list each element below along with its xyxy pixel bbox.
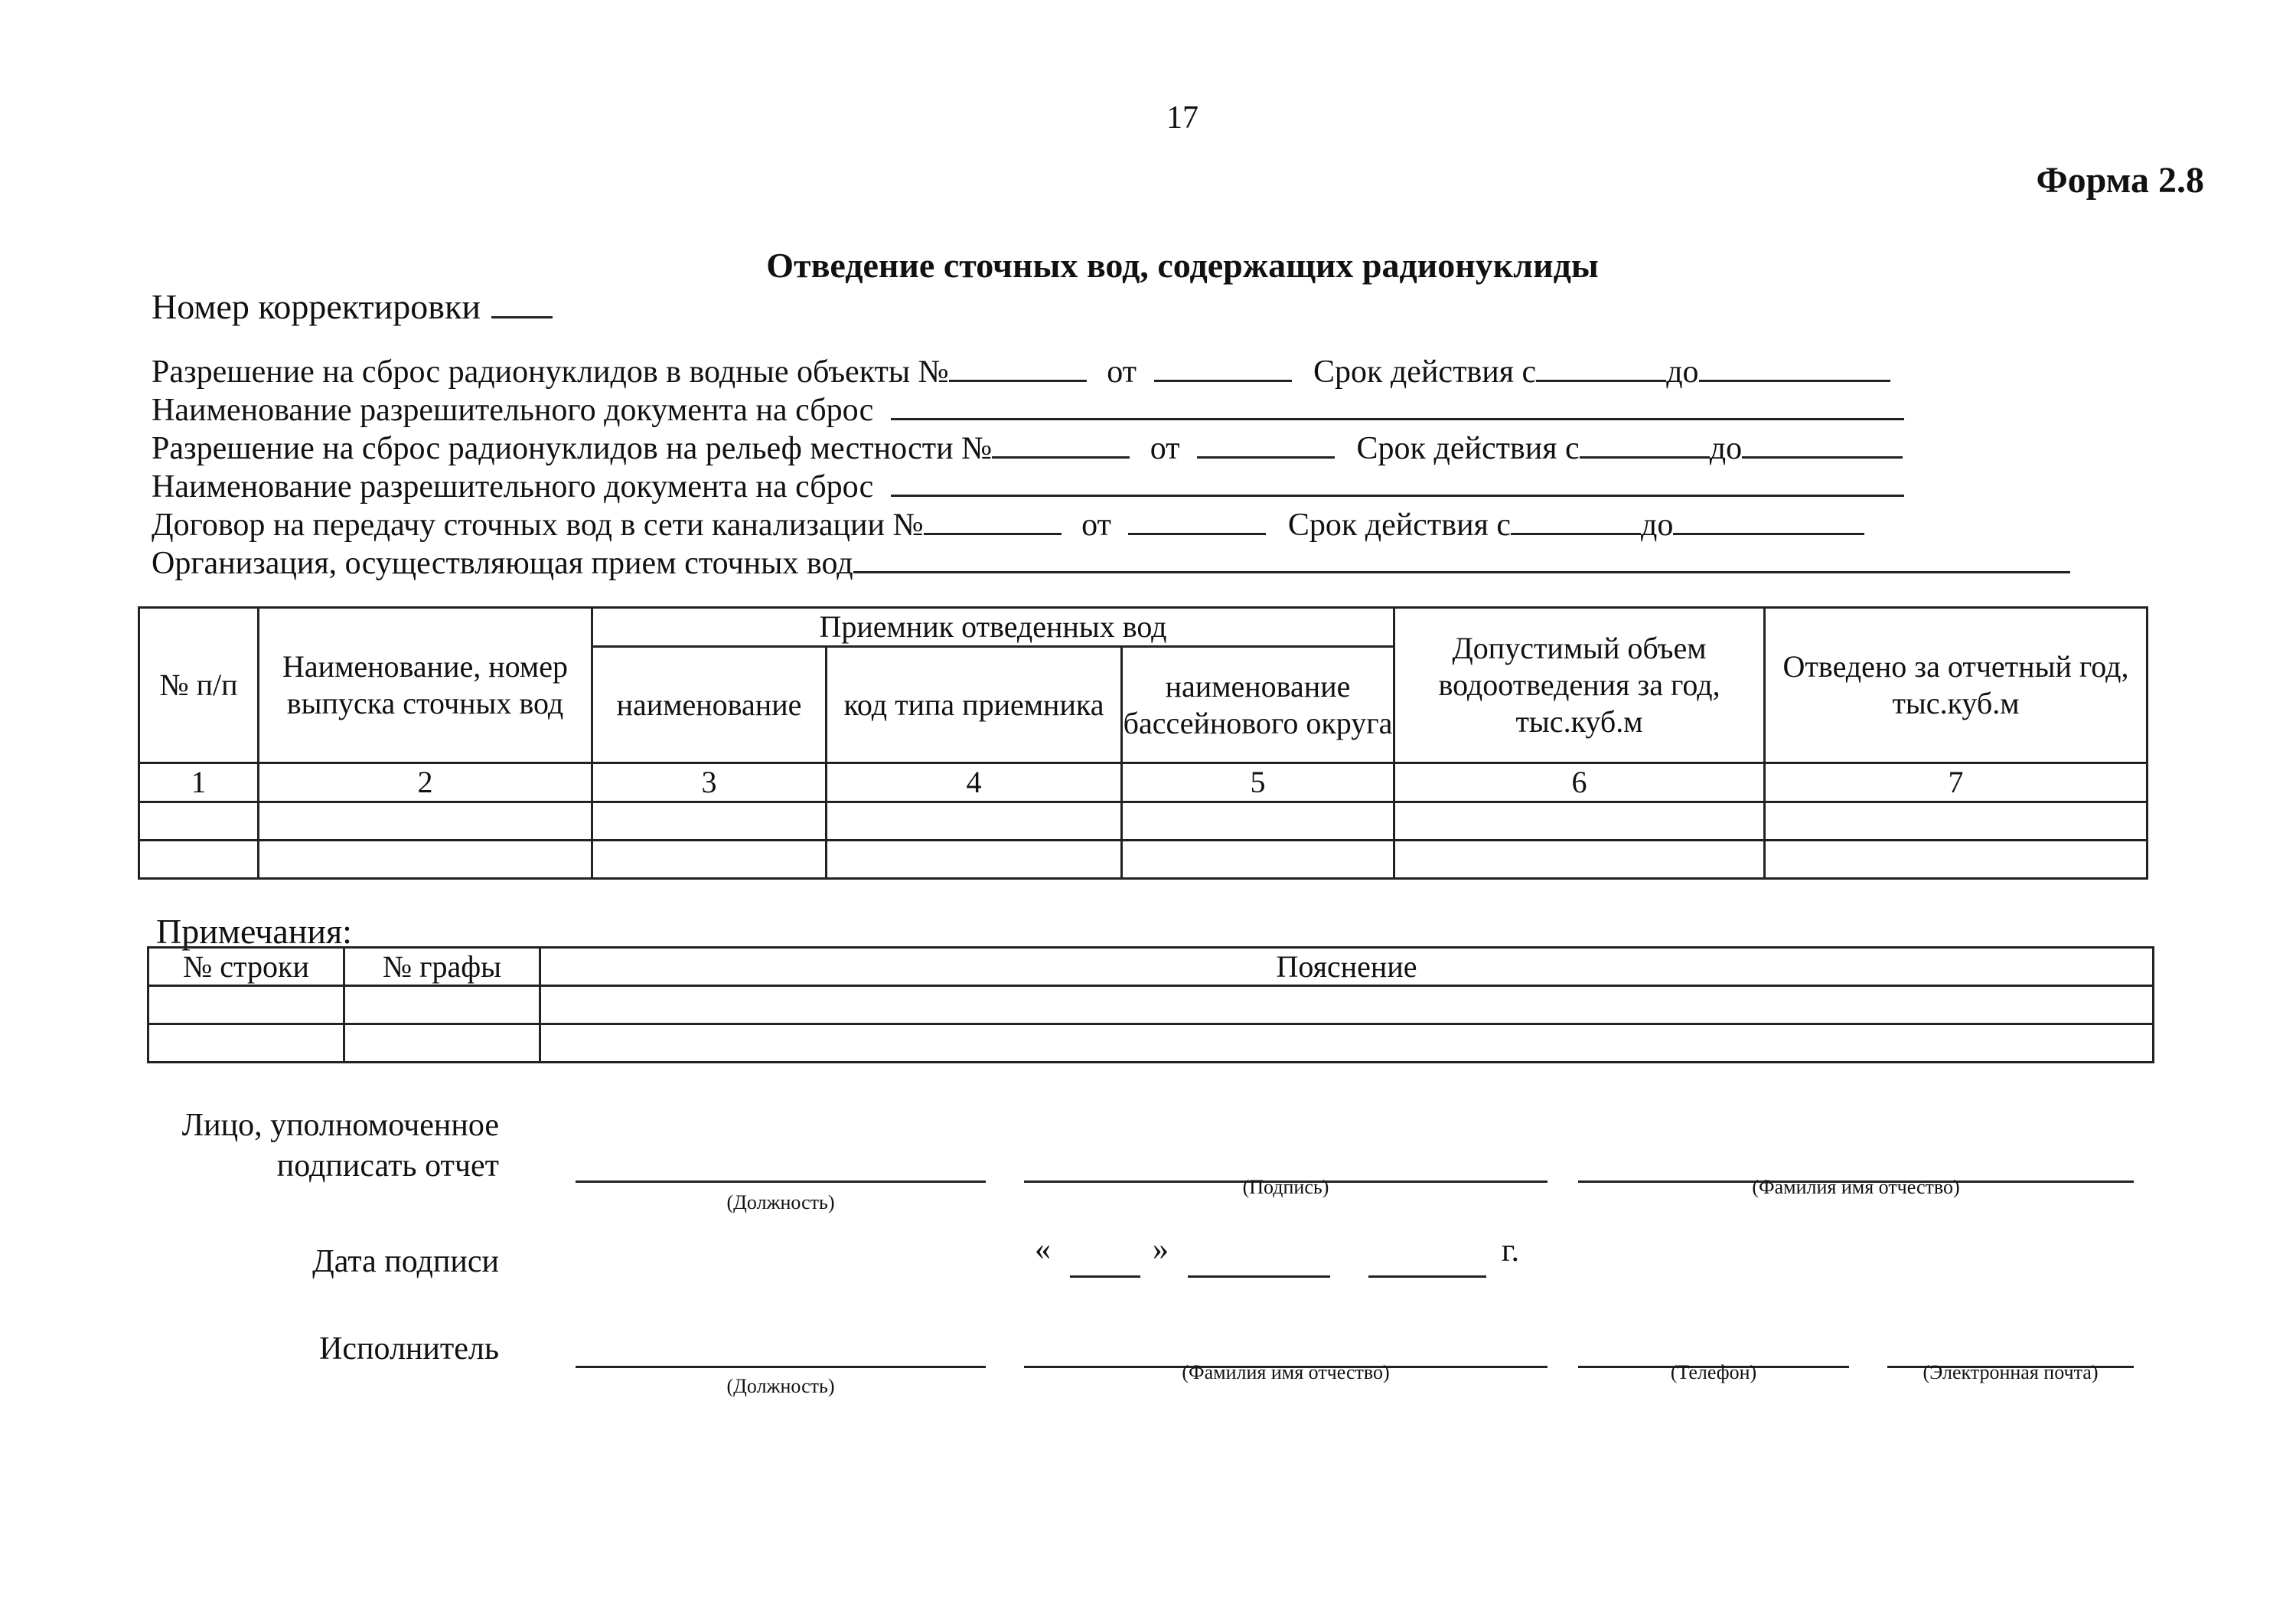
table-row [148,1024,2154,1063]
permit-doc-name-field[interactable] [891,392,1904,420]
date-year-field[interactable] [1368,1275,1486,1278]
permit-doc-label: Наименование разрешительного документа на сброс [152,469,874,505]
permit-relief-valid-from-field[interactable] [1580,430,1710,459]
header-basin: наименование бассейнового округа [1122,647,1394,763]
correction-number-field[interactable] [491,289,553,318]
header-allowed-volume: Допустимый объем водоотведения за год, тыс.куб.м [1394,608,1765,763]
page-number: 17 [1166,100,1199,136]
receiving-org-row [152,545,2070,582]
permit-water-valid-from-field[interactable] [1536,354,1666,382]
date-quote-open: « [1035,1232,1051,1267]
page-title: Отведение сточных вод, содержащих радионуклиды [766,246,1599,285]
from-label: от [1107,354,1137,390]
table-cell[interactable] [1122,802,1394,841]
col-number: 5 [1122,763,1394,802]
signature-date-label: Дата подписи [312,1244,499,1279]
sewer-contract-date-field[interactable] [1128,507,1266,535]
to-label: до [1666,354,1699,390]
table-cell[interactable] [259,802,592,841]
table-cell[interactable] [139,841,259,879]
table-cell[interactable] [1765,802,2148,841]
permit-doc-row-1 [152,392,1904,429]
header-receiver-name: наименование [592,647,827,763]
sewer-contract-valid-from-field[interactable] [1511,507,1641,535]
correction-label: Номер корректировки [152,287,481,326]
table-cell[interactable] [1394,802,1765,841]
receiving-org-field[interactable] [853,545,2070,573]
fio-caption: (Фамилия имя отчество) [1752,1176,1960,1198]
col-number: 6 [1394,763,1765,802]
col-number: 3 [592,763,827,802]
col-number: 7 [1765,763,2148,802]
executor-fio-caption: (Фамилия имя отчество) [1182,1361,1390,1383]
year-suffix: г. [1502,1233,1519,1269]
executor-label: Исполнитель [319,1331,499,1367]
from-label: от [1150,431,1180,466]
correction-number-row [152,286,553,327]
header-actual-volume: Отведено за отчетный год, тыс.куб.м [1765,608,2148,763]
authorized-person-label [182,1105,499,1186]
permit-water-label: Разрешение на сброс радионуклидов в водные объекты № [152,354,949,390]
permit-doc-row-2 [152,469,1904,505]
sewer-contract-valid-to-field[interactable] [1673,507,1864,535]
discharge-table [138,606,2148,880]
col-number: 4 [827,763,1122,802]
valid-from-label: Срок действия с [1356,431,1580,466]
table-cell[interactable] [259,841,592,879]
table-cell[interactable] [540,1024,2154,1063]
header-receiver-code: код типа приемника [827,647,1122,763]
col-number: 2 [259,763,592,802]
table-cell[interactable] [148,1024,344,1063]
authorized-person-label-line2: подписать отчет [276,1148,499,1184]
table-cell[interactable] [139,802,259,841]
executor-position-field[interactable] [576,1366,986,1368]
notes-table [147,946,2154,1063]
table-cell[interactable] [344,1024,540,1063]
permit-doc-name-field-2[interactable] [891,469,1904,497]
to-label: до [1641,508,1674,543]
valid-from-label: Срок действия с [1313,354,1537,390]
table-cell[interactable] [1765,841,2148,879]
table-row [139,841,2148,879]
executor-phone-caption: (Телефон) [1670,1361,1757,1383]
header-explanation: Пояснение [540,948,2154,986]
date-day-field[interactable] [1070,1275,1140,1278]
valid-from-label: Срок действия с [1287,508,1512,543]
receiving-org-label: Организация, осуществляющая прием сточных вод [152,546,853,581]
permit-water-valid-to-field[interactable] [1699,354,1890,382]
to-label: до [1709,431,1743,466]
date-month-field[interactable] [1188,1275,1330,1278]
table-cell[interactable] [1394,841,1765,879]
table-cell[interactable] [1122,841,1394,879]
sewer-contract-number-field[interactable] [924,507,1062,535]
header-name: Наименование, номер выпуска сточных вод [259,608,592,763]
executor-email-caption: (Электронная почта) [1923,1361,2099,1383]
authorized-person-label-line1: Лицо, уполномоченное [181,1108,499,1143]
table-cell[interactable] [827,802,1122,841]
notes-label: Примечания: [156,912,352,951]
permit-doc-label: Наименование разрешительного документа на сброс [152,393,874,428]
position-field[interactable] [576,1181,986,1183]
header-receiver: Приемник отведенных вод [592,608,1394,647]
permit-relief-date-field[interactable] [1197,430,1335,459]
permit-water-date-field[interactable] [1154,354,1292,382]
signature-caption: (Подпись) [1242,1176,1329,1198]
header-num: № п/п [139,608,259,763]
table-cell[interactable] [592,802,827,841]
position-caption: (Должность) [726,1191,835,1213]
permit-relief-number-field[interactable] [992,430,1130,459]
from-label: от [1081,508,1111,543]
header-column-number: № графы [344,948,540,986]
table-cell[interactable] [148,986,344,1024]
date-quote-close: » [1153,1232,1169,1267]
sewer-contract-row [152,507,1864,544]
table-row [148,986,2154,1024]
table-cell[interactable] [344,986,540,1024]
executor-position-caption: (Должность) [726,1375,835,1397]
col-number: 1 [139,763,259,802]
table-row [139,802,2148,841]
permit-relief-valid-to-field[interactable] [1742,430,1903,459]
table-cell[interactable] [540,986,2154,1024]
permit-relief-row [152,430,1903,467]
form-label: Форма 2.8 [2036,160,2204,201]
sewer-contract-label: Договор на передачу сточных вод в сети канализации № [152,508,924,543]
permit-water-number-field[interactable] [949,354,1087,382]
header-row-number: № строки [148,948,344,986]
permit-water-row [152,354,1890,390]
table-cell[interactable] [592,841,827,879]
table-cell[interactable] [827,841,1122,879]
permit-relief-label: Разрешение на сброс радионуклидов на рельеф местности № [152,431,993,466]
